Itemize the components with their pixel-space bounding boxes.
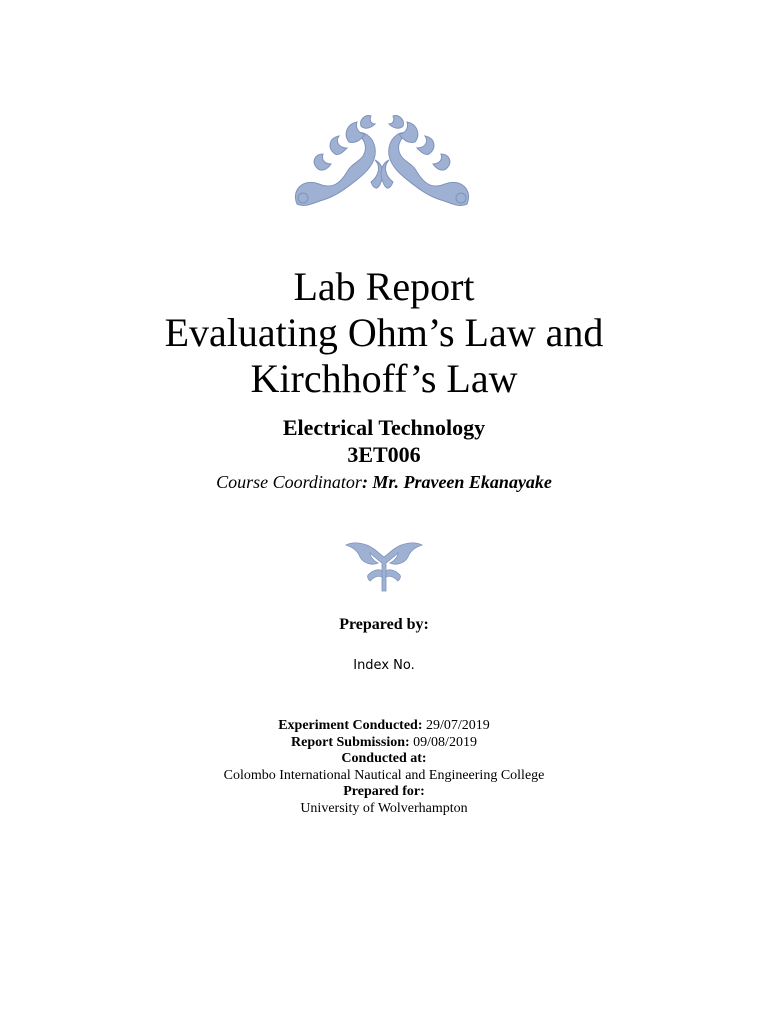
conducted-at-value: Colombo International Nautical and Engineering College (223, 767, 545, 783)
report-submission-label: Report Submission: (291, 734, 410, 750)
coordinator-name: : Mr. Praveen Ekanayake (361, 472, 552, 492)
prepared-by-heading: Prepared by: (339, 616, 429, 633)
course-code: 3ET006 (347, 442, 421, 467)
conducted-at-label-row (0, 751, 768, 768)
title-line-3: Kirchhoff’s Law (250, 356, 518, 401)
prepared-for-value: University of Wolverhampton (300, 800, 468, 816)
prepared-for-label-row (0, 784, 768, 801)
report-details (0, 718, 768, 817)
title-line-1: Lab Report (293, 264, 475, 309)
experiment-conducted-date: 29/07/2019 (426, 718, 490, 733)
subject-name: Electrical Technology (282, 415, 486, 440)
conducted-at-label: Conducted at: (341, 751, 427, 766)
prepared-for-label: Prepared for: (343, 784, 425, 799)
report-title (0, 264, 768, 402)
course-info (0, 414, 768, 495)
title-line-2: Evaluating Ohm’s Law and (164, 310, 604, 355)
index-number-label: Index No. (353, 658, 415, 673)
floral-scroll-ornament-icon (289, 112, 475, 214)
coordinator-label: Course Coordinator (216, 472, 362, 492)
course-coordinator (0, 469, 768, 495)
report-submission-row (0, 735, 768, 752)
experiment-conducted-label: Experiment Conducted: (278, 718, 423, 733)
fleuron-divider-icon (344, 541, 424, 593)
report-submission-date: 09/08/2019 (413, 734, 477, 750)
experiment-conducted-row (0, 718, 768, 735)
